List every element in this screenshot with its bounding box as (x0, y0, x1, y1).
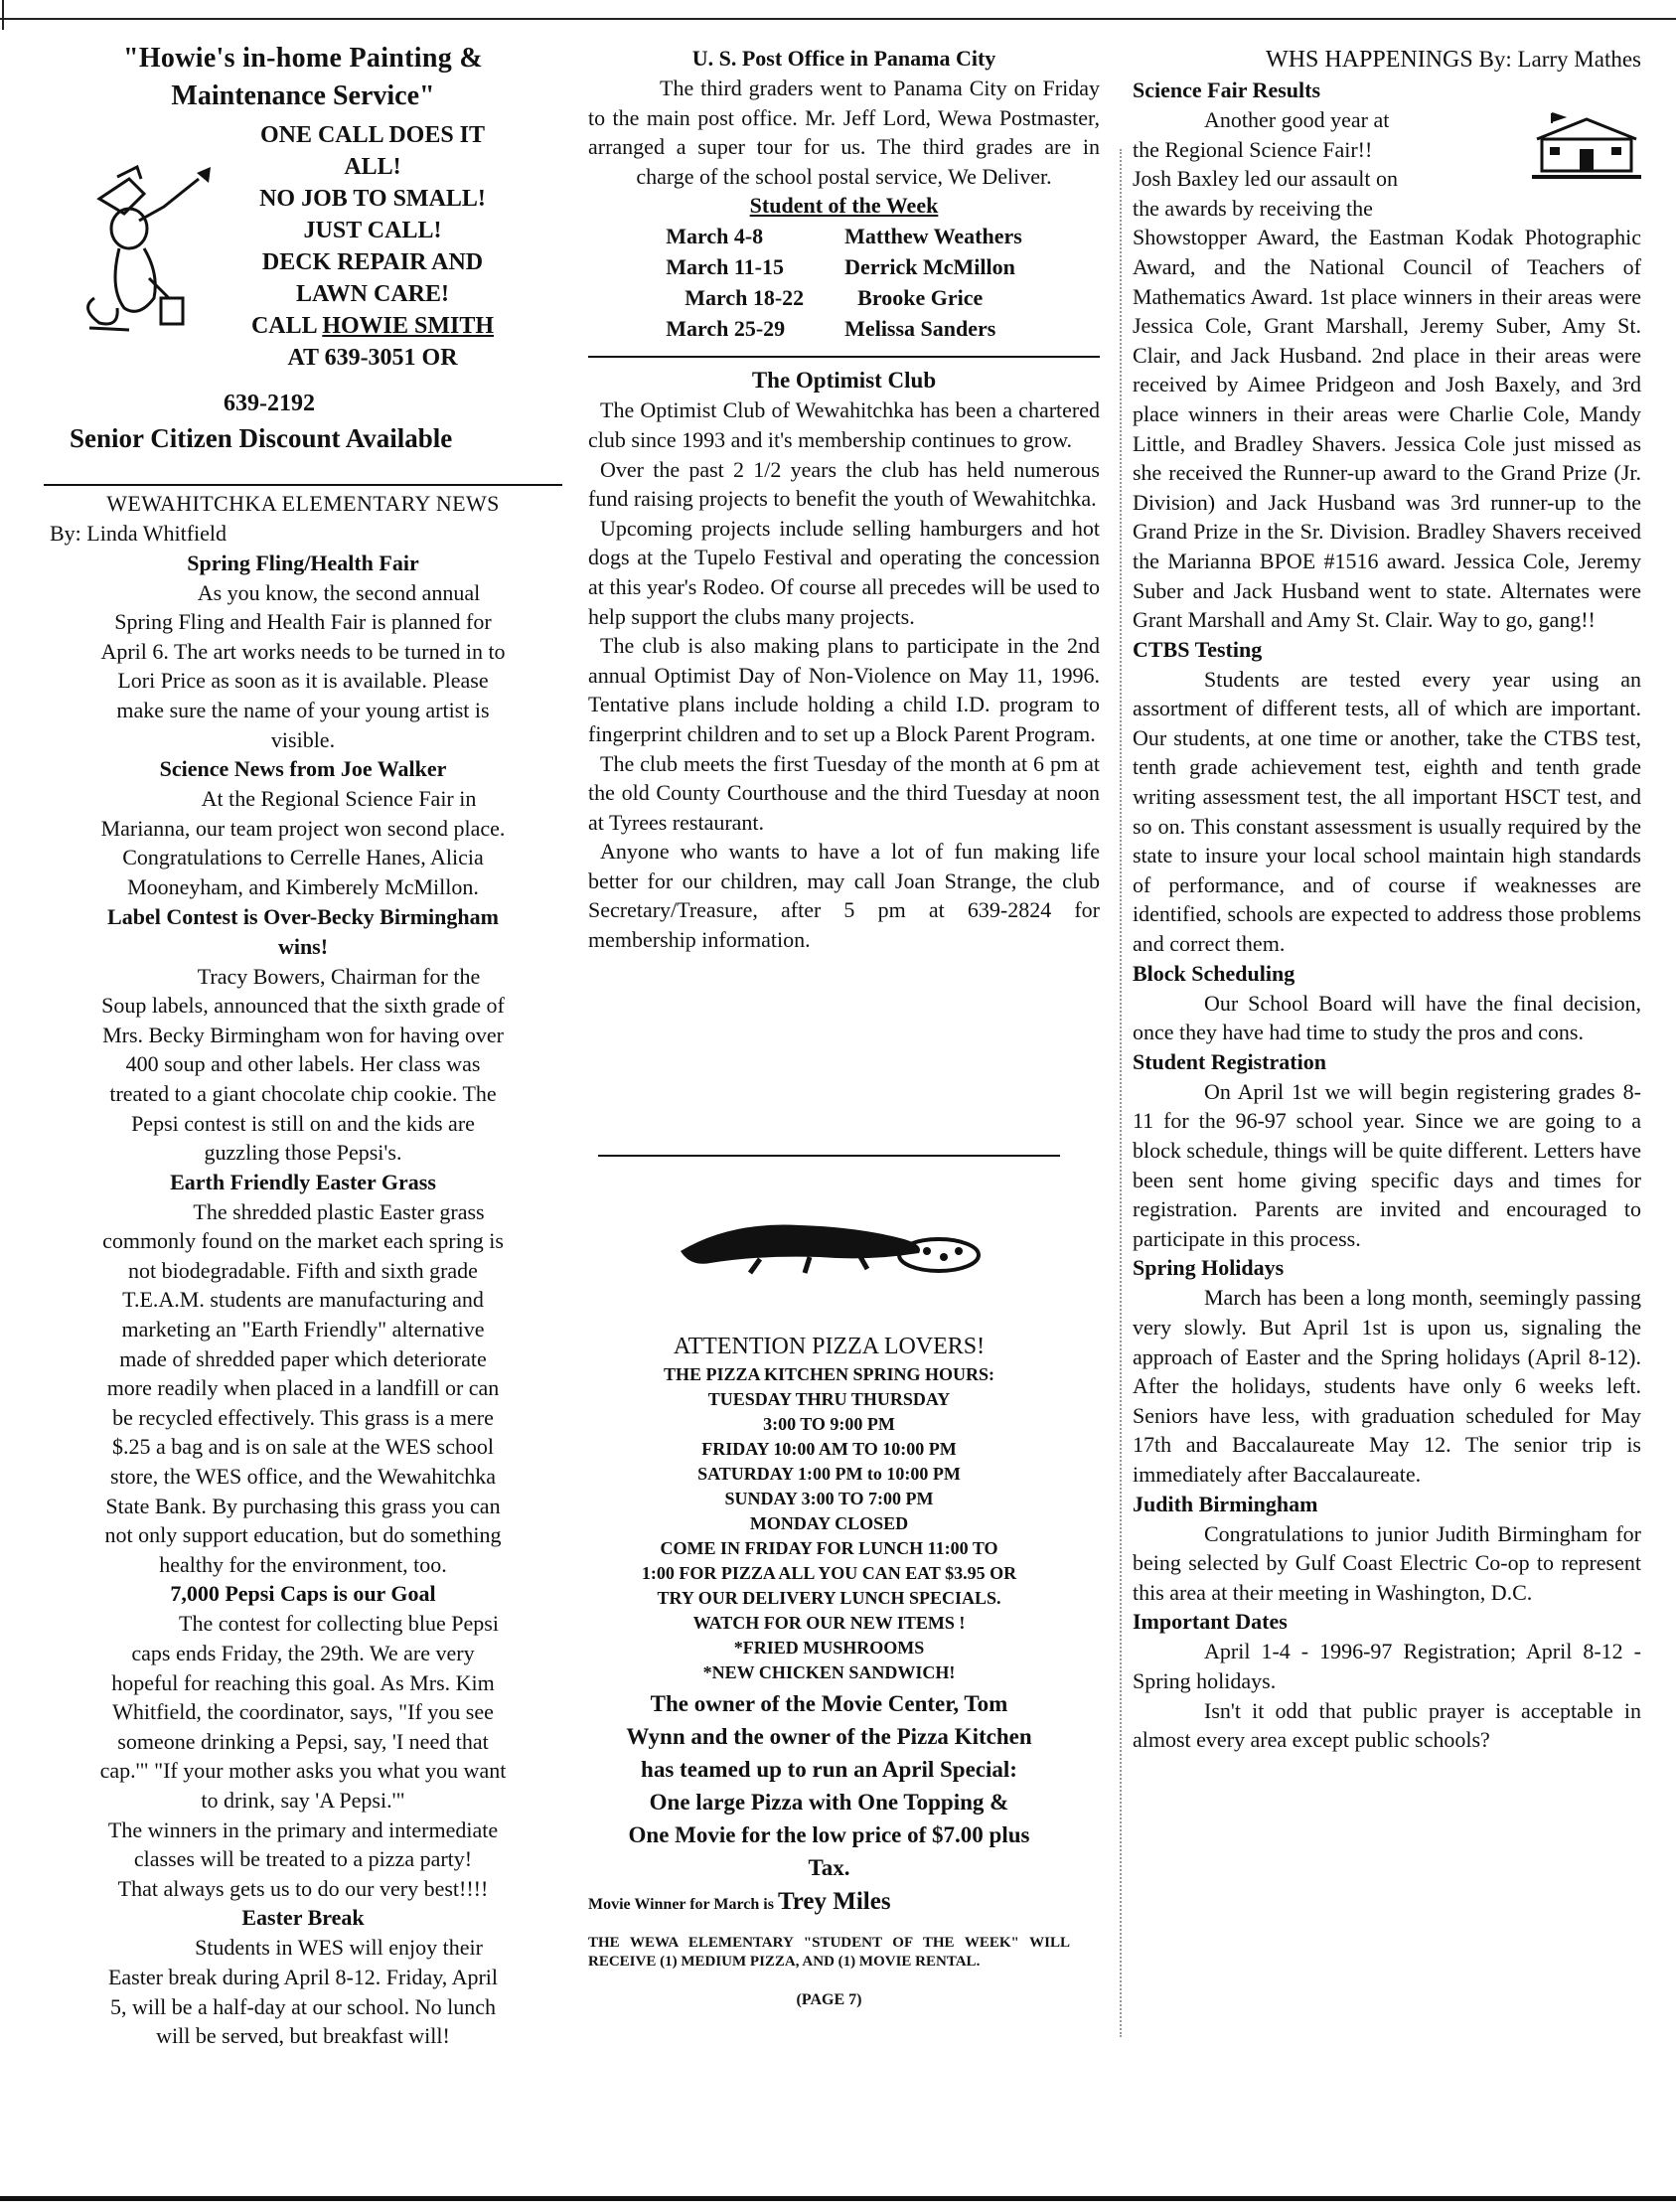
story-line: Easter break during April 8-12. Friday, April (107, 1964, 499, 1989)
story-line: Congratulations to Cerrelle Hanes, Alicia (122, 845, 484, 870)
pizza-special-line: Tax. (808, 1855, 850, 1880)
howie-ad (50, 40, 556, 452)
alligator-pizza-icon (671, 1211, 989, 1281)
story-line: made of shredded paper which deteriorate (119, 1345, 487, 1371)
registration-text: On April 1st we will begin registering grades 8-11 for the 96-97 school year. Since we are going to a block schedule, things will be quite different. Letters have been sent home giving specific days and times for registration. Parents are invited and encouraged to participate in this process. (1133, 1078, 1641, 1251)
story-line: will be served, but breakfast will! (156, 2023, 450, 2049)
howie-ad-line: NO JOB TO SMALL! (259, 186, 486, 212)
pizza-special-line: Wynn and the owner of the Pizza Kitchen (626, 1724, 1032, 1749)
pizza-special-line: One large Pizza with One Topping & (649, 1790, 1009, 1815)
left-edge-mark (2, 0, 4, 30)
divider (598, 1155, 1060, 1157)
story-line: State Bank. By purchasing this grass you can (105, 1493, 501, 1518)
story-line: Spring Fling and Health Fair is planned for (114, 609, 492, 635)
paragraph: The club is also making plans to participate in the 2nd annual Optimist Day of Non-Violence on May 11, 1996. Tentative plans include holding a child I.D. program to fingerprint children and to set up a Block Parent Program. (588, 633, 1100, 746)
howie-call-prefix: CALL (250, 313, 323, 339)
column-middle (588, 44, 1100, 2008)
story-title: 7,000 Pepsi Caps is our Goal (170, 1581, 436, 1607)
whs-header (1133, 44, 1641, 76)
judith-text: Congratulations to junior Judith Birmingham for being selected by Gulf Coast Electric Co-op to represent this area at their meeting in Washington, D.C. (1133, 1520, 1641, 1605)
paragraph: Upcoming projects include selling hamburgers and hot dogs at the Tupelo Festival and operating the concession at this year's Rodeo. Of course all precedes will be used to help support the clubs many projects. (588, 515, 1100, 629)
story-line: commonly found on the market each spring is (102, 1228, 504, 1254)
story-line: The contest for collecting blue Pepsi (179, 1611, 499, 1637)
story-line: $.25 a bag and is on sale at the WES school (112, 1434, 494, 1460)
story-line: Students in WES will enjoy their (195, 1935, 483, 1961)
story-line: more readily when placed in a landfill or can (106, 1375, 500, 1401)
story-title: wins! (277, 933, 329, 959)
pizza-hours (588, 1362, 1070, 1685)
story-line: store, the WES office, and the Wewahitchka (110, 1464, 496, 1490)
pizza-line: COME IN FRIDAY FOR LUNCH 11:00 TO (660, 1538, 998, 1558)
story-line: Mooneyham, and Kimberely McMillon. (127, 873, 479, 899)
student-of-week-table (665, 221, 1023, 344)
school-icon (1532, 109, 1641, 184)
whs-title: WHS HAPPENINGS (1266, 47, 1473, 73)
spring-holidays-text: March has been a long month, seemingly passing very slowly. But April 1st is upon us, signaling the approach of Easter and the Spring holidays (April 8-12). After the holidays, students have only 6 weeks left. Seniors have less, with graduation scheduled for May 17th and Baccalaureate May 12. The senior trip is immediately after Baccalaureate. (1133, 1285, 1641, 1487)
story-line: Pepsi contest is still on and the kids are (131, 1110, 475, 1136)
story-line: Lori Price as soon as it is available. Please (117, 668, 489, 694)
top-rule (0, 18, 1676, 20)
wes-story-label-contest (50, 902, 556, 1168)
sotw-date: March 18-22 (685, 285, 805, 311)
story-line: not only support education, but do something (104, 1522, 502, 1548)
section-title: Block Scheduling (1133, 960, 1295, 986)
bottom-rule (0, 2196, 1676, 2201)
howie-ad-line: JUST CALL! (303, 218, 442, 243)
story-title: Spring Fling/Health Fair (187, 550, 419, 575)
science-fair-intro (1133, 105, 1641, 223)
story-title: Science News from Joe Walker (159, 756, 447, 782)
section-title: Science Fair Results (1133, 78, 1321, 102)
story-line: 5, will be a half-day at our school. No lunch (110, 1993, 496, 2019)
sotw-date: March 25-29 (666, 316, 786, 342)
closing-text: Isn't it odd that public prayer is acceptable in almost every area except public schools? (1133, 1697, 1641, 1753)
pizza-line: SATURDAY 1:00 PM to 10:00 PM (697, 1464, 961, 1484)
science-intro-lines (1133, 105, 1500, 223)
story-line: treated to a giant chocolate chip cookie. The (109, 1080, 497, 1106)
pizza-line: THE PIZZA KITCHEN SPRING HOURS: (663, 1364, 995, 1384)
pizza-special (588, 1687, 1070, 1884)
story-line: Mrs. Becky Birmingham won for having over (102, 1022, 504, 1047)
pizza-line: TUESDAY THRU THURSDAY (707, 1389, 951, 1409)
story-line: caps ends Friday, the 29th. We are very (131, 1641, 475, 1665)
story-line: That always gets us to do our very best!!!! (117, 1875, 489, 1901)
pizza-line: *FRIED MUSHROOMS (733, 1638, 925, 1658)
story-line: The winners in the primary and intermediate (107, 1817, 499, 1842)
wes-story-science (50, 754, 556, 901)
table-row (665, 313, 1023, 344)
howie-phone-1: AT 639-3051 OR (287, 345, 458, 371)
pizza-line: TRY OUR DELIVERY LUNCH SPECIALS. (657, 1588, 1001, 1608)
table-row (665, 251, 1023, 282)
paragraph: Over the past 2 1/2 years the club has held numerous fund raising projects to benefit the youth of Wewahitchka. (588, 456, 1100, 512)
howie-ad-line: DECK REPAIR AND (261, 249, 484, 275)
story-line: to drink, say 'A Pepsi.'" (201, 1787, 405, 1813)
sotw-name: Derrick McMillon (844, 254, 1015, 280)
section-title: CTBS Testing (1133, 636, 1263, 662)
pizza-line: MONDAY CLOSED (749, 1513, 909, 1533)
story-line: not biodegradable. Fifth and sixth grade (128, 1257, 478, 1283)
pizza-line: 1:00 FOR PIZZA ALL YOU CAN EAT $3.95 OR (641, 1563, 1017, 1583)
pizza-special-line: One Movie for the low price of $7.00 plus (628, 1822, 1030, 1847)
pizza-ad-text (588, 1331, 1070, 1884)
pizza-line: 3:00 TO 9:00 PM (763, 1414, 895, 1434)
table-row (665, 282, 1023, 313)
howie-call-line (199, 310, 546, 342)
story-line: classes will be treated to a pizza party! (133, 1846, 473, 1872)
wes-news (50, 484, 556, 2051)
science-fair-text: Showstopper Award, the Eastman Kodak Photographic Award, and the National Council of Teachers of Mathematics Award. 1st place winners in their areas were Jessica Cole, Grant Marshall, Jeremy Suber, Amy St. Clair, and Jack Husband. 2nd place in their areas were received by Aimee Pridgeon and Josh Baxely, and 3rd place winners in their areas were Charlie Cole, Mandy Little, and Bradley Shavers. Jessica Cole just missed as she received the Runner-up award to the Grand Prize (Jr. Division) and Jack Husband was 3rd runner-up to the Grand Prize in the Sr. Division. Bradley Shavers received the Marianna BPOE #1516 award. Jessica Cole, Jeremy Suber and Jack Husband went to state. Alternates were Grant Marshall and Amy St. Clair. Way to go, gang!! (1133, 225, 1641, 633)
story-line: At the Regional Science Fair in (201, 786, 477, 812)
pizza-headline: ATTENTION PIZZA LOVERS! (673, 1334, 986, 1359)
story-line: T.E.A.M. students are manufacturing and (122, 1287, 484, 1313)
pizza-line: FRIDAY 10:00 AM TO 10:00 PM (701, 1439, 957, 1459)
story-line: Tracy Bowers, Chairman for the (197, 963, 481, 989)
paragraph: The club meets the first Tuesday of the month at 6 pm at the old County Courthouse and the third Tuesday at noon at Tyrees restaurant. (588, 750, 1100, 835)
movie-winner-label: Movie Winner for March is (588, 1896, 774, 1913)
story-line: Soup labels, announced that the sixth grade of (101, 993, 505, 1019)
optimist-title: The Optimist Club (751, 368, 937, 394)
wes-news-header: WEWAHITCHKA ELEMENTARY NEWS (44, 484, 562, 519)
ctbs-text: Students are tested every year using an assortment of different tests, all of which are important. Our students, at one time or another, take the CTBS test, tenth grade achievement test, eighth and tenth grade writing assessment test, the all important HSCT test, and so on. This constant assessment is usually required by the state to insure your local school maintain high standards of performance, and of course if weaknesses are identified, schools are expected to address those problems and correct them. (1133, 666, 1641, 957)
wes-story-spring-fling (50, 549, 556, 755)
table-row (665, 221, 1023, 251)
pizza-ad (588, 1155, 1070, 2009)
story-line: The shredded plastic Easter grass (193, 1198, 485, 1224)
story-line: be recycled effectively. This grass is a mere (112, 1404, 494, 1430)
senior-discount: Senior Citizen Discount Available (70, 423, 453, 453)
story-title: Earth Friendly Easter Grass (170, 1169, 436, 1194)
intro-line: the Regional Science Fair!! (1133, 136, 1373, 162)
story-title: Label Contest is Over-Becky Birmingham (107, 903, 499, 929)
story-line: healthy for the environment, too. (159, 1551, 447, 1577)
howie-phone-2: 639-2192 (224, 391, 315, 416)
wes-story-easter-break (50, 1903, 556, 2050)
howie-ad-title-2: Maintenance Service" (171, 80, 435, 111)
pizza-line: SUNDAY 3:00 TO 7:00 PM (724, 1489, 934, 1508)
pizza-special-line: The owner of the Movie Center, Tom (650, 1691, 1008, 1716)
optimist-text (588, 395, 1100, 954)
column-separator (1120, 149, 1124, 2037)
howie-ad-line: LAWN CARE! (295, 281, 449, 307)
important-dates-text: April 1-4 - 1996-97 Registration; April 8-12 - Spring holidays. (1133, 1639, 1641, 1693)
sotw-name: Brooke Grice (857, 285, 984, 311)
wes-byline: By: Linda Whitfield (50, 521, 228, 546)
paragraph: The Optimist Club of Wewahitchka has been a chartered club since 1993 and it's membership continues to grow. (588, 397, 1100, 452)
page-number: (PAGE 7) (796, 1991, 862, 2008)
howie-ad-lines (199, 119, 546, 374)
sotw-name: Melissa Sanders (844, 316, 996, 342)
whs-byline: By: Larry Mathes (1472, 47, 1641, 72)
sotw-name: Matthew Weathers (844, 224, 1022, 249)
section-title: Judith Birmingham (1133, 1491, 1318, 1516)
story-line: marketing an "Earth Friendly" alternative (121, 1317, 485, 1343)
story-line: As you know, the second annual (197, 579, 481, 605)
section-title: Spring Holidays (1133, 1255, 1285, 1281)
intro-line: the awards by receiving the (1133, 195, 1373, 221)
intro-line: Another good year at (1204, 107, 1390, 132)
pizza-line: WATCH FOR OUR NEW ITEMS ! (692, 1613, 966, 1633)
howie-ad-title: "Howie's in-home Painting & (123, 43, 483, 74)
howie-ad-line: ALL! (344, 154, 401, 180)
pizza-line: *NEW CHICKEN SANDWICH! (702, 1662, 956, 1682)
post-office-story (588, 44, 1100, 344)
story-line: make sure the name of your young artist is (116, 697, 490, 722)
post-office-title: U. S. Post Office in Panama City (691, 46, 996, 71)
pizza-special-line: has teamed up to run an April Special: (641, 1757, 1017, 1782)
paragraph: Anyone who wants to have a lot of fun making life better for our children, may call Joan Strange, the club Secretary/Treasure, after 5 pm at 639-2824 for membership information. (588, 839, 1100, 953)
wes-story-pepsi (50, 1579, 556, 1903)
sotw-date: March 11-15 (666, 254, 784, 280)
story-line: 400 soup and other labels. Her class was (125, 1051, 481, 1077)
sotw-prize-note: THE WEWA ELEMENTARY "STUDENT OF THE WEEK" WILL RECEIVE (1) MEDIUM PIZZA, AND (1) MOVIE RENTAL. (588, 1935, 1070, 1970)
intro-line: Josh Baxley led our assault on (1133, 166, 1399, 192)
story-line: visible. (270, 726, 336, 752)
howie-name: HOWIE SMITH (322, 313, 495, 339)
story-line: April 6. The art works needs to be turned in to (100, 638, 506, 664)
story-line: cap.'" "If your mother asks you what you want (99, 1758, 507, 1784)
column-right (1133, 44, 1641, 1755)
story-line: hopeful for reaching this goal. As Mrs. Kim (111, 1669, 495, 1695)
wes-story-easter-grass (50, 1168, 556, 1580)
story-line: Whitfield, the coordinator, says, "If you see (112, 1699, 494, 1725)
column-left (50, 40, 556, 2051)
movie-winner-name: Trey Miles (777, 1888, 891, 1915)
section-title: Important Dates (1133, 1609, 1288, 1635)
story-line: Marianna, our team project won second place. (100, 815, 506, 841)
story-line: guzzling those Pepsi's. (204, 1140, 402, 1166)
story-title: Easter Break (241, 1905, 365, 1931)
howie-ad-line: ONE CALL DOES IT (259, 122, 486, 148)
student-of-week-title: Student of the Week (749, 193, 939, 219)
story-line: someone drinking a Pepsi, say, 'I need that (117, 1728, 489, 1754)
sotw-date: March 4-8 (666, 224, 764, 249)
movie-winner (588, 1888, 1070, 1916)
painter-icon (70, 159, 219, 338)
section-title: Student Registration (1133, 1048, 1326, 1074)
block-scheduling-text: Our School Board will have the final decision, once they have had time to study the pros and cons. (1133, 990, 1641, 1045)
optimist-story (588, 356, 1100, 954)
post-office-text: The third graders went to Panama City on Friday to the main post office. Mr. Jeff Lord, Wewa Postmaster, arranged a super tour for us. The third grades are in charge of the school postal service, We Deliver. (588, 76, 1100, 189)
